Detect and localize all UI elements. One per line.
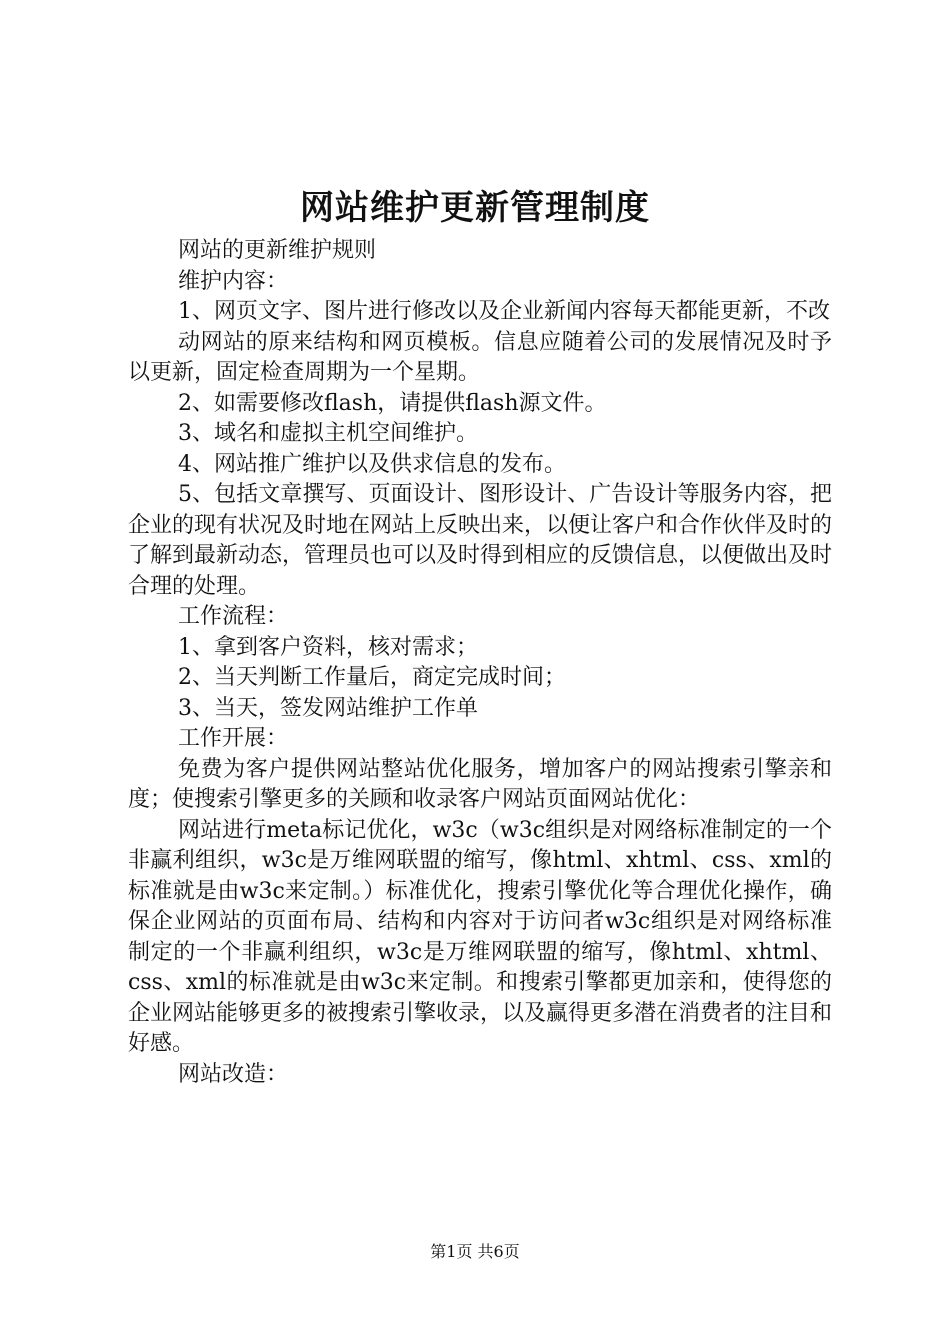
paragraph: 维护内容： [178, 268, 289, 294]
paragraph: 1、拿到客户资料，核对需求； [178, 634, 478, 660]
paragraph: 5、包括文章撰写、页面设计、图形设计、广告设计等服务内容，把企业的现有状况及时地在网站上反映出来，以便让客户和合作伙伴及时的了解到最新动态，管理员也可以及时得到相应的反馈信息，以便做出及时合理的处理。 [128, 482, 833, 599]
paragraph: 2、当天判断工作量后，商定完成时间； [178, 665, 566, 690]
paragraph: 免费为客户提供网站整站优化服务，增加客户的网站搜索引擎亲和度；使搜索引擎更多的关顾和收录客户网站页面网站优化： [128, 756, 832, 812]
paragraph: 1、网页文字、图片进行修改以及企业新闻内容每天都能更新，不改 [178, 299, 830, 324]
page-footer: 第1页 共6页 [430, 1242, 520, 1261]
paragraph: 4、网站推广维护以及供求信息的发布。 [178, 451, 566, 477]
document-title: 网站维护更新管理制度 [300, 188, 650, 228]
paragraph: 工作开展： [178, 726, 289, 751]
document-body [128, 236, 832, 1090]
paragraph: 网站改造： [178, 1061, 289, 1087]
paragraph: 网站进行meta标记优化，w3c（w3c组织是对网络标准制定的一个非赢利组织，w3c是万维网联盟的缩写，像html、xhtml、css、xml的标准就是由w3c来定制。）标准优化，搜索引擎优化等合理优化操作，确保企业网站的页面布局、结构和内容对于访问者w3c组织是对网络标准制定的一个非赢利组织，w3c是万维网联盟的缩写，像html、xhtml、css、xml的标准就是由w3c来定制。和搜索引擎都更加亲和，使得您的企业网站能够更多的被搜索引擎收录，以及赢得更多潜在消费者的注目和好感。 [128, 817, 833, 1056]
paragraph: 工作流程： [178, 604, 289, 629]
paragraph: 3、域名和虚拟主机空间维护。 [178, 421, 478, 446]
paragraph: 3、当天，签发网站维护工作单 [178, 695, 478, 721]
paragraph: 网站的更新维护规则 [178, 238, 377, 263]
paragraph: 2、如需要修改flash，请提供flash源文件。 [178, 390, 607, 416]
paragraph: 动网站的原来结构和网页模板。信息应随着公司的发展情况及时予以更新，固定检查周期为一个星期。 [128, 329, 832, 385]
